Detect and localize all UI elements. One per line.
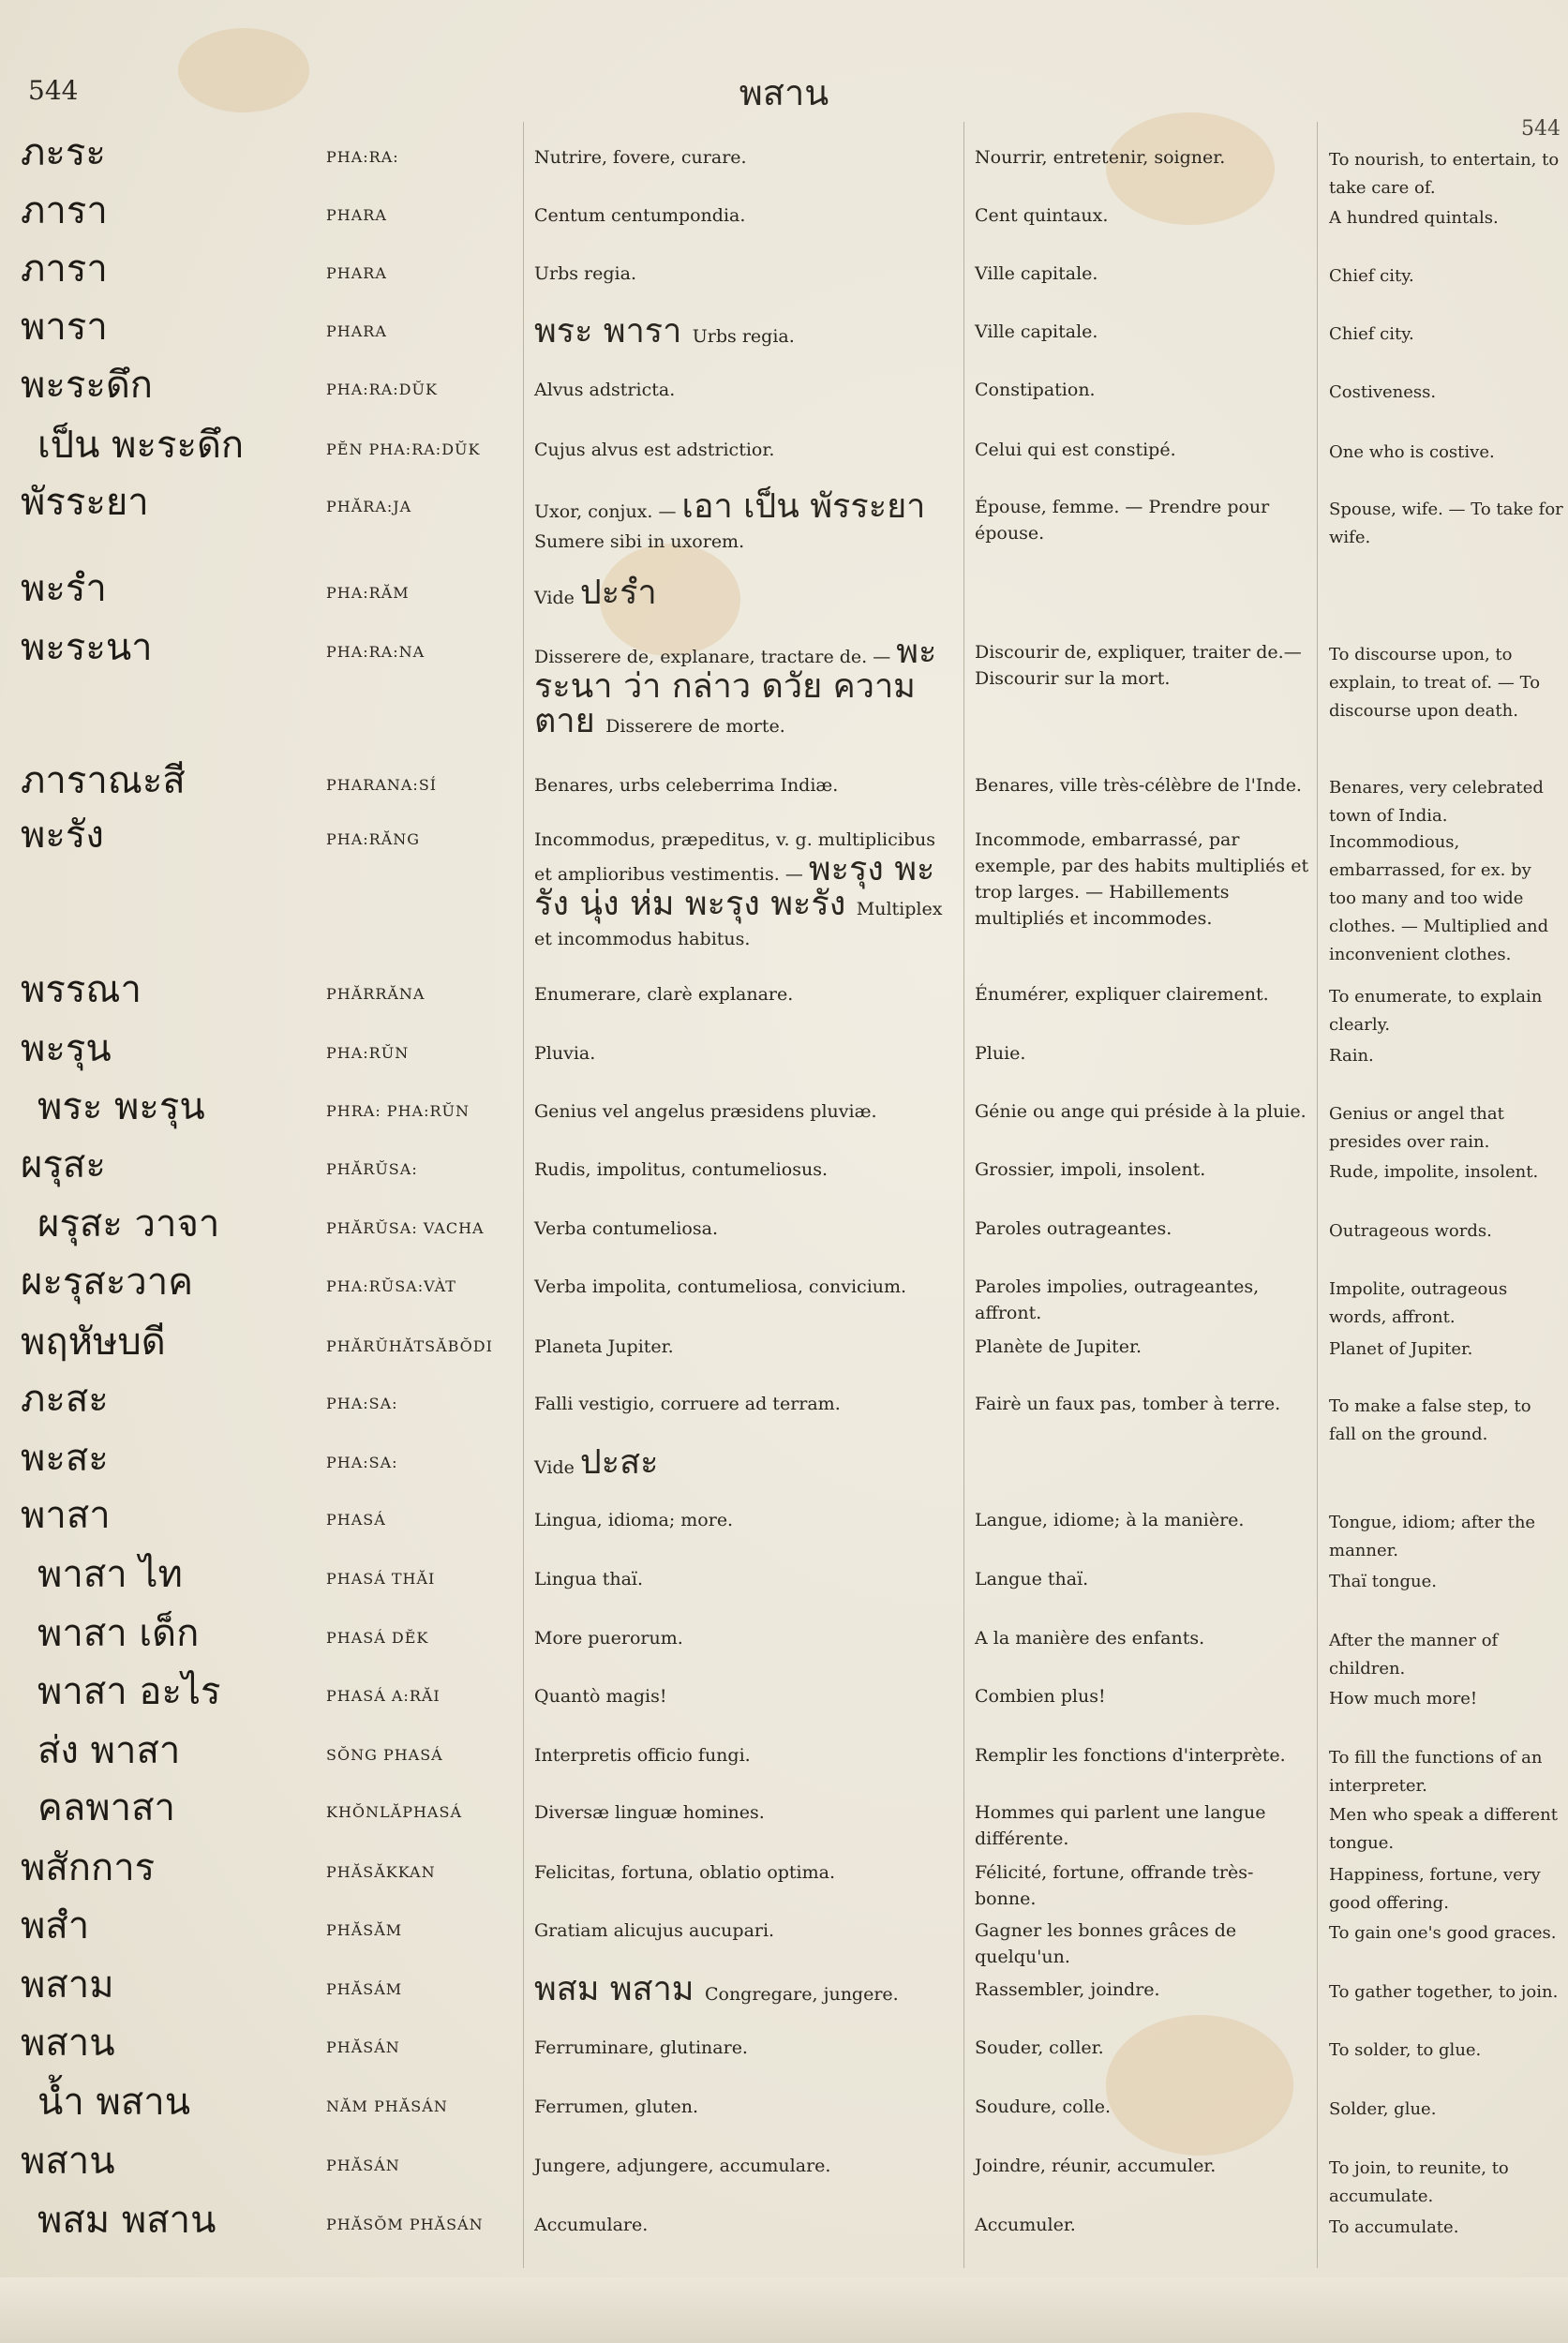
french-definition: Remplir les fonctions d'interprète. [975, 1745, 1286, 1766]
french-definition: Énumérer, expliquer clairement. [975, 984, 1269, 1005]
running-head: พสาน [739, 72, 829, 113]
headword-thai: ผะรุสะวาค [21, 1261, 193, 1304]
latin-thai-example: ปะสะ [579, 1443, 659, 1482]
french-definition: Pluie. [975, 1043, 1026, 1064]
latin-definition [534, 142, 951, 172]
headword-thai: คลพาสา [37, 1786, 175, 1829]
latin-text: Felicitas, fortuna, oblatio optima. [534, 1862, 836, 1883]
latin-text: More puerorum. [534, 1628, 683, 1649]
page-bottom-edge [0, 2277, 1568, 2343]
column-rule [1317, 122, 1318, 2268]
english-definition: To enumerate, to explain clearly. [1329, 987, 1543, 1035]
latin-definition [534, 1970, 951, 2009]
romanization: PHĂSĂKKAN [326, 1863, 436, 1881]
headword-thai: พาสา เด็ก [37, 1612, 200, 1655]
english-definition: Planet of Jupiter. [1329, 1339, 1473, 1359]
english-definition: To gather together, to join. [1329, 1982, 1559, 2002]
latin-definition [534, 375, 951, 405]
english-definition: Happiness, fortune, very good offering. [1329, 1865, 1541, 1913]
romanization: PHARA [326, 206, 387, 224]
romanization: PHASÁ THĂI [326, 1570, 436, 1588]
romanization: PHĂRŬSA: [326, 1160, 418, 1178]
romanization: PHĂSÁN [326, 2156, 400, 2174]
latin-definition [534, 2210, 951, 2240]
romanization: PHĂRŬSA: VACHA [326, 1219, 485, 1237]
latin-definition [534, 1332, 951, 1362]
english-definition: To nourish, to entertain, to take care of. [1329, 150, 1560, 198]
latin-definition [534, 201, 951, 231]
english-definition: Men who speak a different tongue. [1329, 1805, 1558, 1853]
headword-thai: ส่ง พาสา [37, 1729, 181, 1772]
english-definition: To fill the functions of an interpreter. [1329, 1748, 1543, 1796]
romanization: PHĂSŎM PHĂSÁN [326, 2216, 484, 2233]
latin-text: Diversæ linguæ homines. [534, 1802, 765, 1823]
latin-definition [534, 979, 951, 1009]
latin-text: Ferrumen, gluten. [534, 2097, 698, 2117]
latin-definition [534, 825, 951, 954]
latin-text: Alvus adstricta. [534, 380, 676, 400]
french-definition: Ville capitale. [975, 321, 1098, 342]
headword-thai: พาสา ไท [37, 1553, 183, 1596]
latin-definition [534, 770, 951, 800]
latin-definition [534, 1798, 951, 1828]
french-definition: Langue, idiome; à la manière. [975, 1510, 1245, 1530]
latin-definition [534, 1623, 951, 1653]
english-definition: To solder, to glue. [1329, 2040, 1482, 2060]
latin-definition [534, 435, 951, 465]
headword-thai: ภะระ [21, 131, 106, 174]
headword-thai: ภาราณะสี [21, 759, 186, 802]
latin-thai-example: นุ่ง ห่ม พะรุง พะรัง [579, 885, 857, 923]
english-definition: To make a false step, to fall on the ground. [1329, 1396, 1531, 1444]
romanization: PHA:RĂNG [326, 830, 421, 848]
latin-text: Quantò magis! [534, 1686, 667, 1707]
headword-thai: เป็น พะระดึก [37, 424, 245, 467]
english-definition: Tongue, idiom; after the manner. [1329, 1513, 1536, 1560]
latin-text: Planeta Jupiter. [534, 1336, 674, 1357]
latin-text: Verba contumeliosa. [534, 1218, 718, 1239]
latin-text: Lingua thaï. [534, 1569, 644, 1589]
latin-definition [534, 259, 951, 289]
headword-thai: พะระนา [21, 626, 153, 669]
latin-definition [534, 1389, 951, 1419]
latin-definition [534, 1740, 951, 1770]
latin-definition [534, 1155, 951, 1185]
latin-definition [534, 1038, 951, 1068]
latin-thai-example: พสม พสาม [534, 1970, 705, 2008]
latin-text: Ferruminare, glutinare. [534, 2037, 748, 2058]
latin-definition [534, 1214, 951, 1244]
latin-text: Interpretis officio fungi. [534, 1745, 751, 1766]
french-definition: Épouse, femme. — Prendre pour épouse. [975, 497, 1270, 544]
latin-definition [534, 2033, 951, 2063]
french-definition: Souder, coller. [975, 2037, 1104, 2058]
latin-text: Centum centumpondia. [534, 205, 746, 226]
romanization: PHARA [326, 322, 387, 340]
latin-thai-example: เอา เป็น พัรระยา [681, 487, 926, 526]
english-definition: Rain. [1329, 1046, 1374, 1066]
english-definition: One who is costive. [1329, 442, 1495, 462]
french-definition: Joindre, réunir, accumuler. [975, 2156, 1217, 2176]
french-definition: Rassembler, joindre. [975, 1979, 1160, 2000]
latin-definition [534, 1505, 951, 1535]
headword-thai: ภารา [21, 247, 108, 291]
latin-definition [534, 312, 951, 351]
english-definition: After the manner of children. [1329, 1631, 1499, 1679]
french-definition: Fairè un faux pas, tomber à terre. [975, 1394, 1281, 1414]
headword-thai: ผรุสะ [21, 1143, 106, 1186]
french-definition: Celui qui est constipé. [975, 440, 1176, 460]
headword-thai: พสาม [21, 1963, 114, 2007]
column-rule [963, 122, 964, 2268]
english-definition: To gain one's good graces. [1329, 1923, 1557, 1943]
french-definition: Planète de Jupiter. [975, 1336, 1142, 1357]
latin-text: Disserere de, explanare, tractare de. — [534, 647, 897, 667]
headword-thai: พะระดึก [21, 364, 154, 407]
romanization: NĂM PHĂSÁN [326, 2097, 448, 2115]
french-definition: Ville capitale. [975, 263, 1098, 284]
romanization: PHA:RA:NA [326, 643, 426, 661]
english-definition: Incommodious, embarrassed, for ex. by too many and too wide clothes. — Multiplied and inconvenient clothes. [1329, 832, 1549, 964]
english-definition: To discourse upon, to explain, to treat of. — To discourse upon death. [1329, 645, 1541, 721]
latin-text: Urbs regia. [692, 326, 795, 347]
headword-thai: พะสะ [21, 1437, 109, 1480]
english-definition: Costiveness. [1329, 382, 1437, 402]
romanization: PHRA: PHA:RŬN [326, 1102, 470, 1120]
latin-text: Accumulare. [534, 2215, 649, 2235]
latin-thai-example: พะรุง พะรัง [534, 850, 935, 923]
romanization: PHA:RŬSA:VÀT [326, 1277, 456, 1295]
latin-text: Rudis, impolitus, contumeliosus. [534, 1159, 828, 1180]
romanization: PHASÁ A:RĂI [326, 1687, 441, 1705]
headword-thai: ภะสะ [21, 1378, 109, 1421]
headword-thai: พาสา อะไร [37, 1670, 221, 1713]
romanization: PHĂRA:JA [326, 498, 412, 515]
french-definition: Paroles impolies, outrageantes, affront. [975, 1276, 1260, 1323]
latin-text: Lingua, idioma; more. [534, 1510, 734, 1530]
headword-thai: พะรัง [21, 813, 104, 857]
latin-thai-example: พะระนา ว่า กล่าว ดวัย ความ ตาย [534, 633, 937, 740]
latin-thai-example: พระ พารา [534, 312, 693, 351]
romanization: PHĂRRĂNA [326, 985, 426, 1003]
latin-text: Enumerare, clarè explanare. [534, 984, 794, 1005]
latin-text: Pluvia. [534, 1043, 596, 1064]
latin-text: Benares, urbs celeberrima Indiæ. [534, 775, 839, 796]
latin-text: Nutrire, fovere, curare. [534, 147, 747, 168]
romanization: PHĂSĂM [326, 1921, 403, 1939]
english-definition: To accumulate. [1329, 2217, 1459, 2237]
latin-definition [534, 1916, 951, 1946]
headword-thai: พระ พะรุน [37, 1085, 205, 1128]
headword-thai: พะรำ [21, 567, 107, 610]
romanization: PHA:RĂM [326, 584, 410, 602]
headword-thai: พสาน [21, 2140, 115, 2183]
headword-thai: พรรณา [21, 968, 142, 1011]
latin-text: Cujus alvus est adstrictior. [534, 440, 775, 460]
french-definition: Paroles outrageantes. [975, 1218, 1172, 1239]
headword-thai: พะรุน [21, 1027, 112, 1070]
latin-definition [534, 633, 951, 741]
latin-text: Vide [534, 588, 580, 608]
latin-text: Jungere, adjungere, accumulare. [534, 2156, 831, 2176]
headword-thai: พสาน [21, 2022, 115, 2065]
french-definition: A la manière des enfants. [975, 1628, 1205, 1649]
latin-definition [534, 1564, 951, 1594]
latin-thai-example: ปะรำ [579, 574, 657, 612]
french-definition: Génie ou ange qui préside à la pluie. [975, 1101, 1307, 1122]
romanization: PHA:RŬN [326, 1044, 410, 1062]
romanization: SŎNG PHASÁ [326, 1746, 443, 1764]
french-definition: Benares, ville très-célèbre de l'Inde. [975, 775, 1302, 796]
facing-page-number: 544 [1521, 117, 1561, 141]
headword-thai: พัรระยา [21, 481, 149, 524]
english-definition: Chief city. [1329, 266, 1414, 286]
latin-text: Disserere de morte. [605, 716, 785, 737]
french-definition: Félicité, fortune, offrande très-bonne. [975, 1862, 1254, 1909]
french-definition: Gagner les bonnes grâces de quelqu'un. [975, 1920, 1237, 1967]
headword-thai: พารา [21, 306, 108, 349]
headword-thai: พฤหัษบดี [21, 1321, 166, 1364]
headword-thai: พสำ [21, 1904, 90, 1948]
french-definition: Discourir de, expliquer, traiter de.— Discourir sur la mort. [975, 642, 1302, 689]
headword-thai: ภารา [21, 189, 108, 232]
latin-definition [534, 1858, 951, 1888]
french-definition: Incommode, embarrassé, par exemple, par des habits multipliés et trop larges. — Habillements multipliés et incommodes. [975, 829, 1309, 929]
english-definition: Benares, very celebrated town of India. [1329, 778, 1544, 826]
english-definition: To join, to reunite, to accumulate. [1329, 2158, 1509, 2206]
headword-thai: น้ำ พสาน [37, 2081, 191, 2124]
headword-thai: ผรุสะ วาจา [37, 1202, 220, 1246]
english-definition: Impolite, outrageous words, affront. [1329, 1279, 1508, 1327]
latin-text: Sumere sibi in uxorem. [534, 531, 745, 552]
french-definition: Cent quintaux. [975, 205, 1109, 226]
latin-text: Urbs regia. [534, 263, 636, 284]
french-definition: Hommes qui parlent une langue différente. [975, 1802, 1266, 1849]
latin-definition [534, 1272, 951, 1302]
romanization: PHARANA:SÍ [326, 776, 438, 794]
page-number: 544 [28, 75, 79, 106]
french-definition: Langue thaï. [975, 1569, 1089, 1589]
english-definition: Genius or angel that presides over rain. [1329, 1104, 1504, 1152]
headword-thai: พสักการ [21, 1846, 156, 1889]
latin-text: Gratiam alicujus aucupari. [534, 1920, 775, 1941]
latin-text: Incommodus, præpeditus, v. g. multiplicibus et amplioribus vestimentis. — [534, 829, 936, 885]
latin-text: Verba impolita, contumeliosa, convicium. [534, 1276, 907, 1297]
romanization: PHA:RA: [326, 148, 399, 166]
romanization: PHARA [326, 264, 387, 282]
latin-text: Multiplex et incommodus habitus. [534, 899, 943, 949]
english-definition: Thaï tongue. [1329, 1572, 1437, 1591]
latin-definition [534, 2092, 951, 2122]
english-definition: Spouse, wife. — To take for wife. [1329, 500, 1563, 547]
french-definition: Nourrir, entretenir, soigner. [975, 147, 1226, 168]
french-definition: Soudure, colle. [975, 2097, 1112, 2117]
latin-definition [534, 1681, 951, 1711]
french-definition: Grossier, impoli, insolent. [975, 1159, 1206, 1180]
latin-text: Congregare, jungere. [704, 1984, 899, 2005]
romanization: PHĂSÁM [326, 1980, 403, 1998]
latin-definition [534, 487, 951, 557]
english-definition: Rude, impolite, insolent. [1329, 1162, 1539, 1182]
romanization: PHĂSÁN [326, 2038, 400, 2056]
headword-thai: พาสา [21, 1494, 111, 1537]
romanization: PHĂRŬHĂTSĂBŎDI [326, 1337, 493, 1355]
latin-text: Falli vestigio, corruere ad terram. [534, 1394, 841, 1414]
english-definition: How much more! [1329, 1689, 1478, 1709]
romanization: KHŎNLĂPHASÁ [326, 1803, 462, 1821]
latin-definition [534, 1443, 951, 1483]
column-rule [523, 122, 524, 2268]
romanization: PHA:RA:DŬK [326, 381, 438, 398]
latin-definition [534, 1097, 951, 1127]
english-definition: A hundred quintals. [1329, 208, 1499, 228]
french-definition: Constipation. [975, 380, 1096, 400]
french-definition: Accumuler. [975, 2215, 1076, 2235]
headword-thai: พสม พสาน [37, 2199, 217, 2242]
english-definition: Chief city. [1329, 324, 1414, 344]
latin-definition [534, 2151, 951, 2181]
romanization: PHA:SA: [326, 1454, 398, 1471]
english-definition: Outrageous words. [1329, 1221, 1492, 1241]
latin-text: Vide [534, 1457, 580, 1478]
romanization: PHASÁ [326, 1511, 386, 1529]
romanization: PHASÁ DĔK [326, 1629, 429, 1647]
romanization: PHA:SA: [326, 1395, 398, 1412]
latin-definition [534, 574, 951, 613]
english-definition: Solder, glue. [1329, 2099, 1437, 2119]
french-definition: Combien plus! [975, 1686, 1106, 1707]
latin-text: Uxor, conjux. — [534, 501, 682, 522]
romanization: PĔN PHA:RA:DŬK [326, 440, 481, 458]
latin-text: Genius vel angelus præsidens pluviæ. [534, 1101, 877, 1122]
